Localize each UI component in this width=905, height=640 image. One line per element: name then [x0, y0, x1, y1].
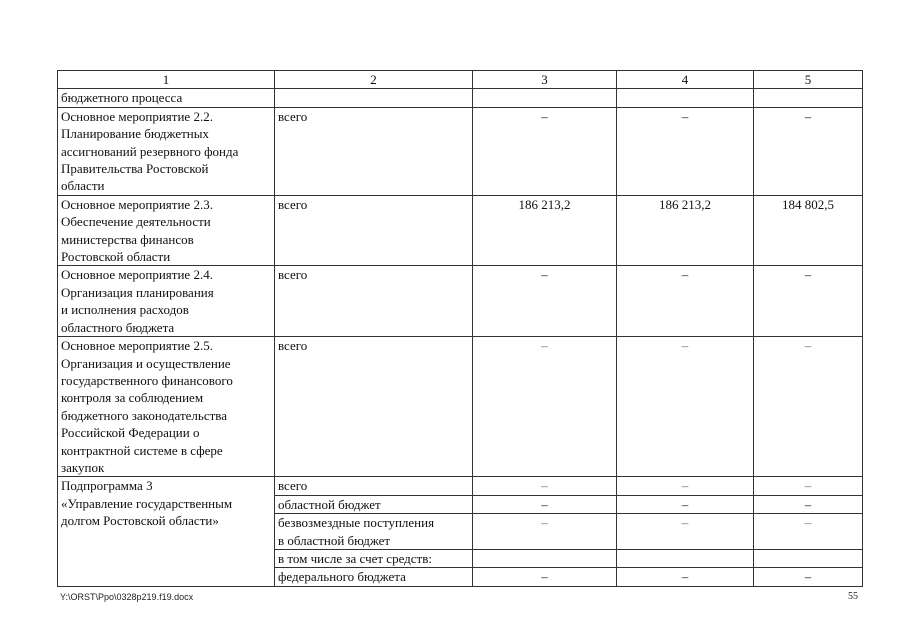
value-cell: 186 213,2	[617, 195, 754, 266]
source-line: безвозмездные поступления	[278, 515, 435, 531]
value-cell: 184 802,5	[754, 195, 863, 266]
source-cell	[275, 514, 473, 550]
source-line: в областной бюджет	[278, 532, 391, 548]
measure-line: Планирование бюджетных	[61, 126, 209, 142]
measure-cell	[58, 195, 275, 266]
source-cell: всего	[275, 195, 473, 266]
continued-text: бюджетного процесса	[58, 89, 275, 107]
value-cell: –	[473, 477, 617, 495]
measure-title: Основное мероприятие 2.2.	[61, 108, 213, 124]
measure-line: контрактной системе в сфере	[61, 442, 223, 458]
measure-line: закупок	[61, 459, 105, 475]
subprogram-line: Подпрограмма 3	[61, 478, 153, 494]
measure-line: Российской Федерации о	[61, 425, 200, 441]
measure-line: Организация и осуществление	[61, 355, 231, 371]
table-row	[58, 266, 863, 337]
measure-title: Основное мероприятие 2.3.	[61, 196, 213, 212]
measure-cell	[58, 337, 275, 477]
source-cell: всего	[275, 477, 473, 495]
source-cell: областной бюджет	[275, 495, 473, 513]
source-cell: всего	[275, 337, 473, 477]
value-cell: –	[473, 337, 617, 477]
header-cell: 1	[58, 71, 275, 89]
table-row	[58, 337, 863, 477]
subprogram-line: долгом Ростовской области»	[61, 513, 219, 529]
source-cell: федерального бюджета	[275, 568, 473, 586]
value-cell: –	[754, 568, 863, 586]
measure-line: области	[61, 178, 105, 194]
header-cell: 2	[275, 71, 473, 89]
measure-title: Основное мероприятие 2.5.	[61, 338, 213, 354]
table-row	[58, 89, 863, 107]
value-cell: –	[617, 107, 754, 195]
measure-line: министерства финансов	[61, 231, 194, 247]
measure-line: Правительства Ростовской	[61, 161, 209, 177]
measure-line: областного бюджета	[61, 319, 175, 335]
measure-line: государственного финансового	[61, 372, 233, 388]
value-cell: –	[617, 495, 754, 513]
value-cell: –	[754, 266, 863, 337]
header-cell: 3	[473, 71, 617, 89]
measure-cell	[58, 107, 275, 195]
measure-line: Организация планирования	[61, 284, 214, 300]
value-cell: 186 213,2	[473, 195, 617, 266]
value-cell: –	[617, 568, 754, 586]
measure-line: Ростовской области	[61, 249, 171, 265]
value-cell: –	[473, 514, 617, 550]
source-cell: в том числе за счет средств:	[275, 549, 473, 567]
table-row	[58, 195, 863, 266]
measure-title: Основное мероприятие 2.4.	[61, 267, 213, 283]
budget-table	[57, 70, 863, 587]
measure-line: Обеспечение деятельности	[61, 214, 211, 230]
value-cell: –	[617, 514, 754, 550]
header-cell: 5	[754, 71, 863, 89]
measure-line: ассигнований резервного фонда	[61, 143, 239, 159]
table-row	[58, 477, 863, 495]
value-cell: –	[617, 337, 754, 477]
subprogram-cell	[58, 477, 275, 586]
measure-line: и исполнения расходов	[61, 302, 189, 318]
measure-line: контроля за соблюдением	[61, 390, 204, 406]
file-path: Y:\ORST\Ppo\0328p219.f19.docx	[60, 592, 194, 602]
source-cell: всего	[275, 266, 473, 337]
page-number: 55	[848, 591, 858, 602]
measure-line: бюджетного законодательства	[61, 407, 228, 423]
value-cell: –	[473, 266, 617, 337]
source-cell: всего	[275, 107, 473, 195]
value-cell: –	[754, 107, 863, 195]
value-cell: –	[754, 495, 863, 513]
measure-cell	[58, 266, 275, 337]
value-cell: –	[473, 568, 617, 586]
table-row	[58, 107, 863, 195]
header-cell: 4	[617, 71, 754, 89]
value-cell: –	[617, 266, 754, 337]
header-row	[58, 71, 863, 89]
value-cell: –	[754, 477, 863, 495]
value-cell: –	[473, 107, 617, 195]
value-cell: –	[617, 477, 754, 495]
value-cell: –	[473, 495, 617, 513]
subprogram-line: «Управление государственным	[61, 495, 233, 511]
value-cell: –	[754, 514, 863, 550]
value-cell: –	[754, 337, 863, 477]
